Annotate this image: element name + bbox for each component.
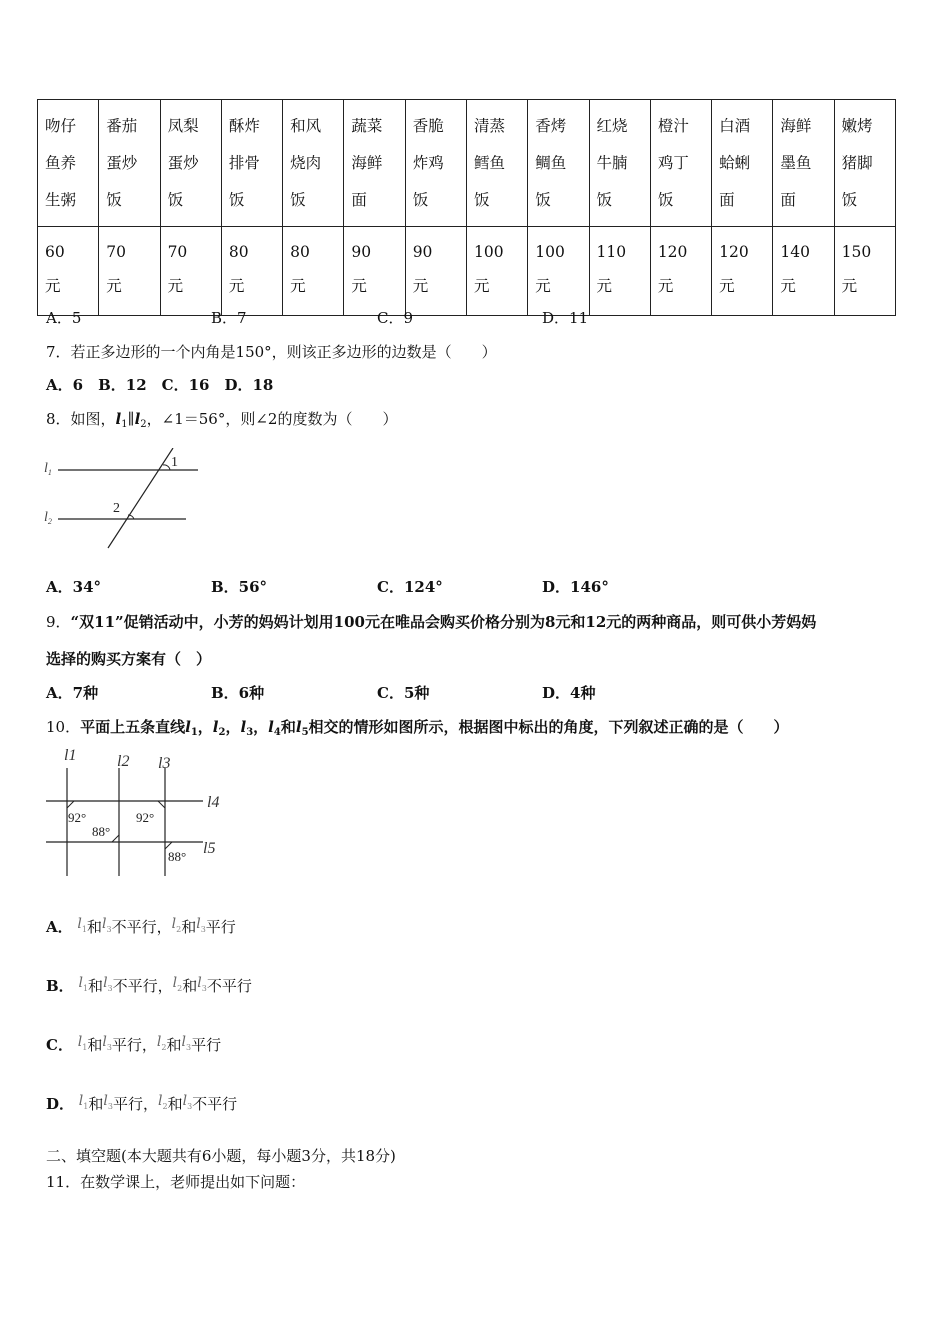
q10-sub-5: 5 [301,727,309,738]
q10-sub-2: 2 [218,727,226,738]
q10-line-4: l [268,718,274,736]
q8-option-a: A．34° [46,578,102,596]
menu-name-cell: 凤梨蛋炒饭 [160,100,221,227]
q8-rest: ，∠1＝56°，则∠2的度数为（ ） [146,410,398,428]
q8-fig-angle-2: 2 [113,501,120,516]
faint-sub: 3 [200,925,206,934]
faint-symbol: l [157,1093,163,1109]
menu-name-cell: 酥炸排骨饭 [221,100,282,227]
q8-fig-angle-1: 1 [171,455,178,470]
q8-fig-arc-1 [163,465,170,470]
q10-option-text: 和 [88,977,104,995]
menu-price-cell: 80元 [221,227,282,316]
menu-name-cell: 白酒蛤蜊面 [712,100,773,227]
faint-symbol: l [102,916,107,932]
q10-option-text: 和 [181,918,197,936]
q10-option-label: D． [46,1095,75,1113]
menu-name-cell: 和风烧肉饭 [283,100,344,227]
menu-price-cell: 110元 [589,227,650,316]
q8-number: 8．如图， [46,410,116,428]
faint-sub: 1 [81,925,87,934]
q10-line-1: l [185,718,191,736]
faint-sub: 1 [82,984,89,993]
q10-figure [40,740,240,885]
q10-option-text: 不平行 [192,1095,238,1113]
q10-sep: ， [197,718,213,736]
q10-option-text: 平行， [111,1036,157,1054]
menu-price-cell: 70元 [99,227,160,316]
menu-price-cell: 120元 [712,227,773,316]
menu-price-cell: 80元 [283,227,344,316]
q10-sep: ， [225,718,241,736]
q8-option-b: B．56° [211,578,268,596]
faint-symbol: l [172,975,178,991]
q10-option-text: 不平行， [112,977,173,995]
menu-name-cell: 吻仔鱼养生粥 [38,100,99,227]
faint-symbol: l [103,975,108,991]
menu-name-cell: 香脆炸鸡饭 [405,100,466,227]
q8-line-l2: l [134,410,141,428]
faint-symbol: l [77,1034,83,1050]
q10-sub-3: 3 [246,727,254,738]
q11-stem: 11．在数学课上，老师提出如下问题： [46,1173,306,1191]
faint-sub: 2 [176,925,182,934]
faint-symbol: l [171,916,177,932]
faint-symbol: l [78,975,83,991]
q8-sub-2: 2 [140,419,147,430]
menu-price-cell: 120元 [650,227,711,316]
faint-sub: 3 [201,984,207,993]
faint-symbol: l [197,975,202,991]
faint-sub: 1 [82,1043,88,1052]
faint-symbol: l [103,1093,108,1109]
q10-option-d [46,1093,237,1114]
menu-prices-row [38,227,896,316]
faint-sub: 3 [106,925,112,934]
q9-option-b: B．6种 [211,684,265,702]
q6-option-d: D．11 [542,309,589,327]
q8-fig-transversal [108,448,173,548]
menu-price-cell: 70元 [160,227,221,316]
q10-fig-angle-92b: 92° [136,810,155,825]
q8-stem [46,408,397,430]
menu-name-cell: 红烧牛腩饭 [589,100,650,227]
q10-fig-arc-88b [165,842,172,849]
q9-option-c: C．5种 [377,684,430,702]
faint-sub: 2 [177,984,183,993]
q10-and: 和 [280,718,296,736]
menu-name-cell: 橙汁鸡丁饭 [650,100,711,227]
q10-fig-angle-92a: 92° [68,810,87,825]
q8-fig-label-l1: $l_1$ [44,461,52,477]
q10-line-3: l [240,718,247,736]
q10-fig-arc-92a [67,801,74,808]
q10-option-a [46,916,236,937]
q9-number: 9． [46,613,71,631]
q9-option-a: A．7种 [46,684,99,702]
q10-line-2: l [212,718,219,736]
faint-sub: 3 [186,1043,192,1052]
menu-price-cell: 90元 [344,227,405,316]
q9-stem-text: “双11”促销活动中，小芳的妈妈计划用100元在唯品会购买价格分别为8元和12元的两种商品，则可供小芳妈妈 [70,613,817,631]
q10-option-text: 平行， [112,1095,158,1113]
q10-option-text: 和 [182,977,198,995]
menu-price-cell: 100元 [466,227,527,316]
menu-name-cell: 香烤鲷鱼饭 [528,100,589,227]
q10-option-b [46,975,252,996]
q10-option-label: C． [46,1036,73,1054]
faint-sub: 3 [187,1102,193,1111]
menu-price-cell: 140元 [773,227,834,316]
q8-line-l1: l [115,410,122,428]
q10-line-5: l [295,718,302,736]
q9-option-d: D．4种 [542,684,596,702]
q10-option-text: 不平行， [111,918,172,936]
menu-name-cell: 清蒸鳕鱼饭 [466,100,527,227]
q10-option-text: 不平行 [206,977,252,995]
faint-sub: 2 [162,1102,168,1111]
faint-sub: 3 [107,1102,113,1111]
menu-name-cell: 海鲜墨鱼面 [773,100,834,227]
faint-symbol: l [181,1034,186,1050]
faint-sub: 1 [83,1102,89,1111]
q10-option-label: A． [46,918,73,936]
q10-option-text: 平行 [191,1036,222,1054]
q8-figure [40,448,210,558]
faint-sub: 2 [161,1043,167,1052]
q10-sub-1: 1 [190,727,198,738]
menu-name-cell: 嫩烤猪脚饭 [834,100,895,227]
q10-stem-a: 平面上五条直线 [80,718,186,736]
q10-stem [46,716,789,738]
faint-symbol: l [78,1093,84,1109]
q10-option-label: B． [46,977,74,995]
q10-number: 10． [46,718,81,736]
faint-symbol: l [182,1093,188,1109]
q10-stem-b: 相交的情形如图所示，根据图中标出的角度，下列叙述正确的是（ ） [308,718,789,736]
q10-fig-label-l1: l1 [64,747,77,764]
q10-sub-4: 4 [273,727,281,738]
q10-option-c [46,1034,221,1055]
menu-price-cell: 60元 [38,227,99,316]
q10-fig-angle-88b: 88° [168,849,187,864]
q10-option-text: 和 [166,1036,182,1054]
q8-parallel: ∥ [127,410,135,428]
faint-sub: 3 [106,1043,112,1052]
q10-option-text: 和 [167,1095,183,1113]
q8-option-d: D．146° [542,578,609,596]
q10-option-text: 平行 [205,918,236,936]
q10-option-text: 和 [88,1095,104,1113]
menu-names-row [38,100,896,227]
q7-stem: 7．若正多边形的一个内角是150°，则该正多边形的边数是（ ） [46,343,497,361]
q10-fig-label-l2: l2 [117,753,130,770]
q9-stem-line2: 选择的购买方案有（ ） [46,650,212,668]
q10-fig-arc-88a [112,835,119,842]
q8-fig-label-l2: $l_2$ [44,510,52,526]
q10-fig-label-l4: l4 [207,794,220,811]
faint-symbol: l [77,916,82,932]
q8-option-c: C．124° [377,578,443,596]
menu-price-cell: 100元 [528,227,589,316]
menu-price-cell: 90元 [405,227,466,316]
menu-price-cell: 150元 [834,227,895,316]
faint-sub: 3 [107,984,113,993]
menu-price-table [37,99,896,316]
section2-title: 二、填空题(本大题共有6小题，每小题3分，共18分) [46,1147,396,1165]
faint-symbol: l [196,916,201,932]
q10-sep: ， [253,718,269,736]
faint-symbol: l [156,1034,162,1050]
menu-name-cell: 番茄蛋炒饭 [99,100,160,227]
q6-option-b: B．7 [211,309,247,327]
q10-option-text: 和 [87,918,103,936]
q6-option-a: A．5 [46,309,82,327]
q10-fig-arc-92b [158,801,165,808]
q10-fig-label-l3: l3 [158,755,171,772]
q6-option-c: C．9 [377,309,414,327]
q10-fig-angle-88a: 88° [92,824,111,839]
q8-sub-1: 1 [121,419,128,430]
q10-option-text: 和 [87,1036,103,1054]
faint-symbol: l [102,1034,107,1050]
q10-fig-label-l5: l5 [203,840,216,857]
q9-stem-line1 [46,611,816,632]
menu-name-cell: 蔬菜海鲜面 [344,100,405,227]
q7-options: A．6 B．12 C．16 D．18 [46,376,274,394]
